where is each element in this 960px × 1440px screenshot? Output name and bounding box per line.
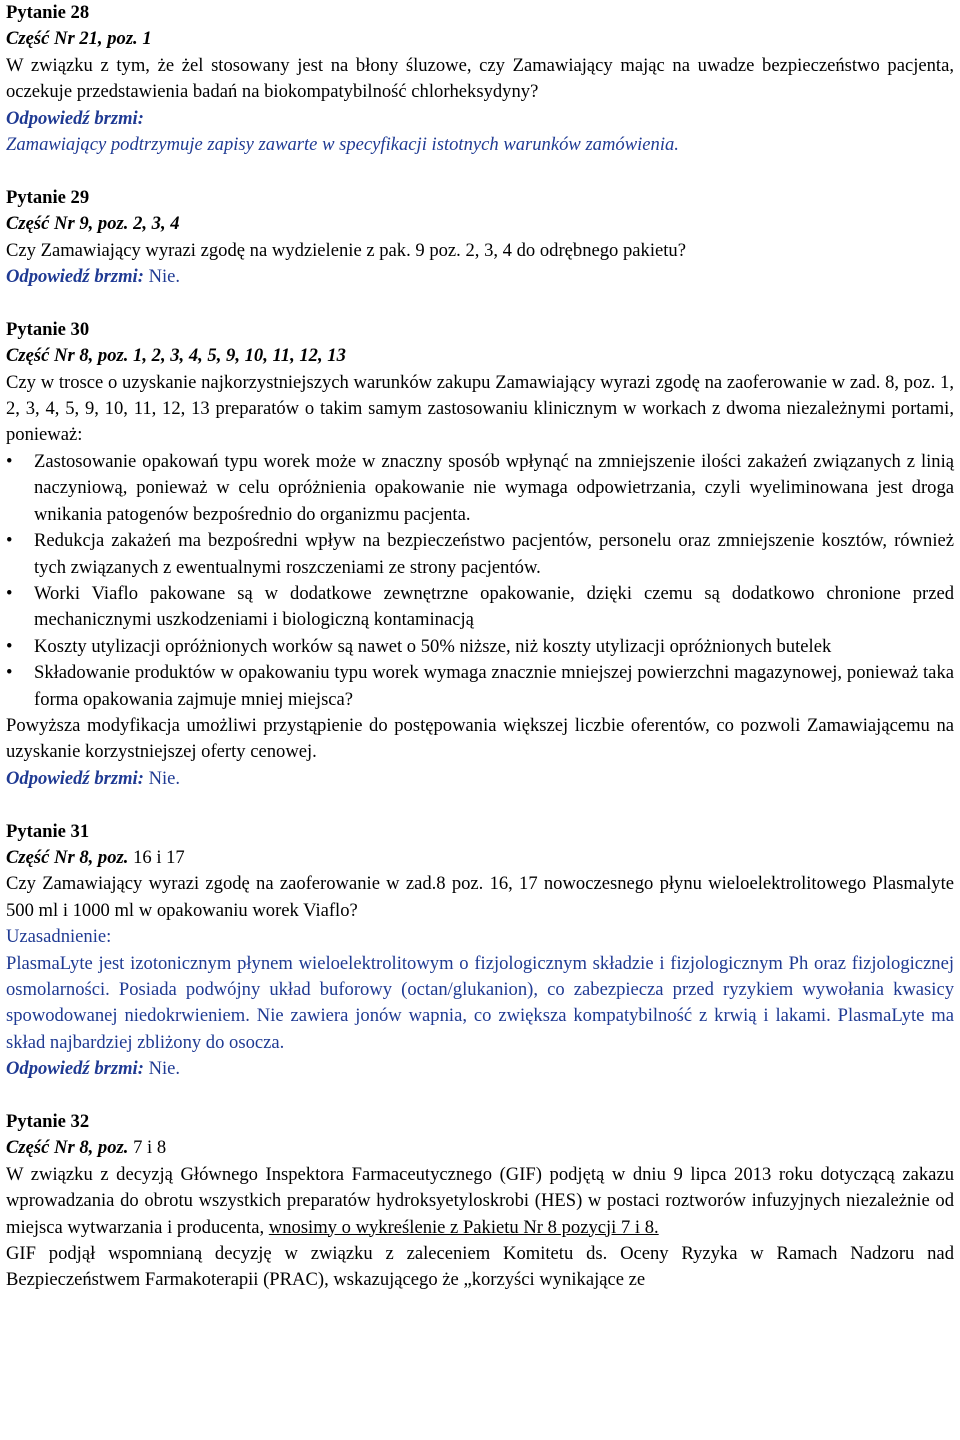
answer-label: Odpowiedź brzmi: [6,266,144,288]
list-item [6,449,954,528]
bullet-icon: • [6,582,13,604]
list-item-text: Składowanie produktów w opakowaniu typu worek wymaga znacznie mniejszej powierzchni magazynowej, ponieważ taka forma opakowania zajmuje mniej miejsca? [34,662,954,710]
spacer [6,1083,954,1109]
question-title: Pytanie 32 [6,1111,90,1132]
question-text: Czy Zamawiający wyrazi zgodę na zaoferowanie w zad.8 poz. 16, 17 nowoczesnego płynu wieloelektrolitowego Plasmalyte 500 ml i 1000 ml w opakowaniu worek Viaflo? [6,873,954,921]
list-item [6,528,954,581]
answer-text: Zamawiający podtrzymuje zapisy zawarte w specyfikacji istotnych warunków zamówienia. [6,134,679,156]
underlined-request: wnosimy o wykreślenie z Pakietu Nr 8 pozycji 7 i 8. [268,1216,659,1238]
list-item-text: Zastosowanie opakowań typu worek może w znaczny sposób wpłynąć na zmniejszenie ilości zakażeń związanych z linią naczyniową, ponieważ w celu opróżnienia opakowanie nie wymaga odpowietrzania, czyli wyeliminowana jest droga wnikania patogenów bezpośrednio do organizmu pacjenta. [34,450,954,525]
question-title: Pytanie 30 [6,318,90,340]
justification-label: Uzasadnienie: [6,926,112,948]
question-text-start: W związku z decyzją Głównego Inspektora Farmaceutycznego (GIF) podjętą w dniu 9 lipca 2013 roku dotyczącą zakazu wprowadzania do obrotu wszystkich preparatów hydroksyetyloskrobi (HES) w postaci roztworów infuzyjnych niezależnie od miejsca wytwarzania i producenta, [6,1163,954,1238]
part-positions: 7 i 8 [133,1137,167,1159]
question-text: Czy w trosce o uzyskanie najkorzystniejszych warunków zakupu Zamawiający wyrazi zgodę na zaoferowanie w zad. 8, poz. 1, 2, 3, 4, 5, 9, 10, 11, 12, 13 preparatów o takim samym zastosowaniu klinicznym w workach z dwoma niezależnymi portami, ponieważ: [6,371,954,446]
spacer [6,290,954,316]
answer-text: Nie. [148,266,181,288]
bullet-icon: • [6,530,13,552]
question-part: Część Nr 8, poz. 1, 2, 3, 4, 5, 9, 10, 11, 12, 13 [6,345,346,367]
question-29 [6,185,954,291]
closing-text: Powyższa modyfikacja umożliwi przystąpienie do postępowania większej liczbie oferentów, co pozwoli Zamawiającemu na uzyskanie korzystniejszej oferty cenowej. [6,714,954,763]
question-text-continued: GIF podjął wspomnianą decyzję w związku z zaleceniem Komitetu ds. Oceny Ryzyka w Ramach Nadzoru nad Bezpieczeństwem Farmakoterapii (PRAC), wskazującego że „korzyści wynikające ze [6,1243,954,1291]
question-30 [6,317,954,792]
list-item [6,660,954,713]
question-title: Pytanie 28 [6,2,90,23]
list-item-text: Koszty utylizacji opróżnionych worków są nawet o 50% niższe, niż koszty utylizacji opróżnionych butelek [34,635,832,657]
answer-text: Nie. [148,767,181,789]
bullet-icon: • [6,662,13,684]
question-text: Czy Zamawiający wyrazi zgodę na wydzielenie z pak. 9 poz. 2, 3, 4 do odrębnego pakietu? [6,239,686,261]
question-part: Część Nr 21, poz. 1 [6,28,152,50]
answer-line [6,1056,954,1082]
bullet-icon: • [6,450,13,472]
part-prefix: Część Nr 9, poz. [6,213,129,235]
bullet-list [6,449,954,713]
answer-label: Odpowiedź brzmi: [6,767,144,789]
question-title: Pytanie 29 [6,186,90,208]
part-positions: 2, 3, 4 [133,213,180,235]
answer-label: Odpowiedź brzmi: [6,1058,144,1080]
part-positions: 16 i 17 [133,846,185,868]
bullet-icon: • [6,635,13,657]
spacer [6,158,954,184]
question-text: W związku z tym, że żel stosowany jest na błony śluzowe, czy Zamawiający mając na uwadze bezpieczeństwo pacjenta, oczekuje przedstawienia badań na biokompatybilność chlorheksydyny? [6,54,954,103]
question-28 [6,0,954,158]
answer-text: Nie. [148,1058,181,1080]
question-title: Pytanie 31 [6,820,90,842]
question-32 [6,1109,954,1294]
justification-text: PlasmaLyte jest izotonicznym płynem wieloelektrolitowym o fizjologicznym składzie i fizjologicznym Ph oraz fizjologicznej osmolarności. Posiada podwójny układ buforowy (octan/glukanion), co zabezpiecza przed ryzykiem wywołania kwasicy spowodowanej niedokrwieniem. Nie zawiera jonów wapnia, co zwiększa kompatybilność z krwią i lakami. PlasmaLyte ma skład najbardziej zbliżony do osocza. [6,952,954,1053]
answer-label: Odpowiedź brzmi: [6,107,144,129]
part-prefix: Część Nr 8, poz. [6,1137,129,1159]
list-item-text: Worki Viaflo pakowane są w dodatkowe zewnętrzne opakowanie, dzięki czemu są dodatkowo chronione przed mechanicznymi uszkodzeniami i biologiczną kontaminacją [34,582,954,631]
question-text [6,1162,954,1241]
question-part [6,1135,954,1161]
answer-line [6,766,954,792]
list-item [6,634,954,660]
question-part [6,845,954,871]
part-prefix: Część Nr 8, poz. [6,846,129,868]
list-item-text: Redukcja zakażeń ma bezpośredni wpływ na bezpieczeństwo pacjentów, personelu oraz zmniejszenie kosztów, również tych związanych z ewentualnymi roszczeniami ze strony pacjentów. [34,530,954,578]
question-31 [6,819,954,1083]
spacer [6,792,954,818]
list-item [6,581,954,634]
answer-line [6,264,954,290]
question-part [6,211,954,237]
